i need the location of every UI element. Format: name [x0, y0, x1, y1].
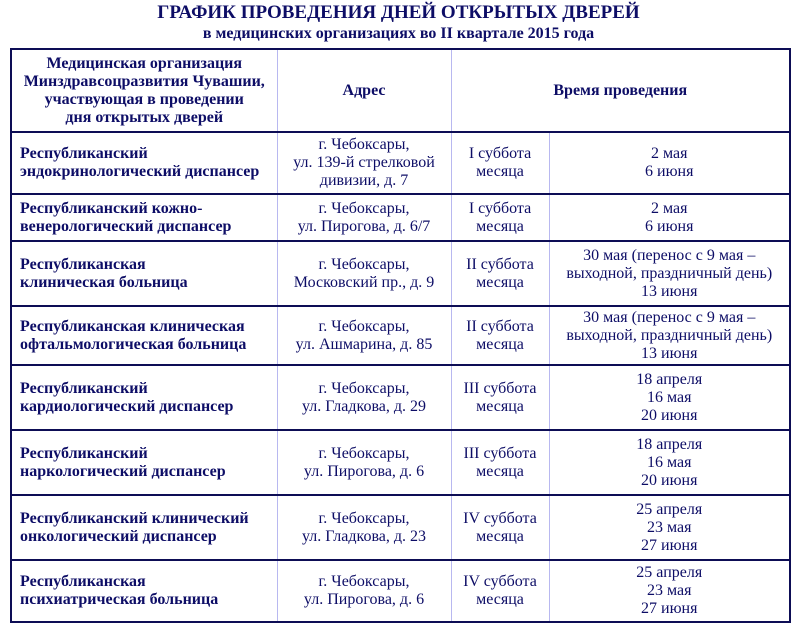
- address-line: г. Чебоксары,: [318, 136, 410, 153]
- dates-line: выходной, праздничный день): [566, 264, 773, 282]
- saturday-line: месяца: [476, 273, 524, 291]
- header-address: Адрес: [277, 49, 451, 132]
- dates-cell: [549, 194, 790, 241]
- saturday-line: месяца: [476, 335, 524, 353]
- organization-line: офтальмологическая больница: [20, 335, 247, 353]
- address-cell: [277, 365, 451, 430]
- organization-line: Республиканская клиническая: [20, 317, 245, 335]
- document-subtitle: в медицинских организациях во II квартале 2015 года: [202, 25, 595, 42]
- saturday-line: I суббота: [468, 145, 532, 162]
- saturday-line: месяца: [476, 163, 524, 180]
- address-line: Московский пр., д. 9: [293, 273, 435, 291]
- saturday-line: месяца: [476, 591, 524, 608]
- organization-line: Республиканский: [20, 379, 148, 397]
- saturday-line: IV суббота: [463, 573, 537, 590]
- header-organization: [11, 49, 277, 132]
- dates-cell: [549, 132, 790, 194]
- dates-cell: [549, 365, 790, 430]
- header-organization-line: Минздравсоцразвития Чувашии,: [23, 72, 265, 90]
- address-line: г. Чебоксары,: [318, 509, 410, 527]
- saturday-line: месяца: [476, 397, 524, 415]
- organization-line: Республиканский клинический: [20, 509, 249, 527]
- dates-line: 20 июня: [641, 471, 698, 489]
- address-line: ул. Ашмарина, д. 85: [295, 335, 433, 353]
- dates-line: 16 мая: [647, 388, 692, 406]
- saturday-line: месяца: [476, 462, 524, 480]
- organization-cell: [11, 306, 277, 365]
- saturday-line: II суббота: [466, 255, 534, 273]
- address-line: ул. Пирогова, д. 6/7: [297, 217, 431, 235]
- dates-line: 6 июня: [645, 163, 694, 180]
- dates-cell: [549, 495, 790, 560]
- address-cell: [277, 241, 451, 306]
- dates-line: 6 июня: [645, 217, 694, 235]
- address-line: ул. Пирогова, д. 6: [303, 462, 425, 480]
- organization-line: кардиологический диспансер: [20, 397, 234, 415]
- dates-line: 13 июня: [641, 282, 698, 300]
- dates-line: 27 июня: [641, 600, 698, 617]
- table-row: [11, 430, 790, 495]
- saturday-cell: [451, 306, 549, 365]
- dates-line: выходной, праздничный день): [566, 326, 773, 344]
- organization-line: клиническая больница: [20, 273, 188, 291]
- dates-cell: [549, 430, 790, 495]
- address-line: г. Чебоксары,: [318, 317, 410, 335]
- saturday-cell: [451, 241, 549, 306]
- organization-cell: [11, 241, 277, 306]
- address-line: г. Чебоксары,: [318, 199, 410, 217]
- dates-line: 23 мая: [647, 582, 692, 599]
- address-cell: [277, 132, 451, 194]
- organization-cell: [11, 365, 277, 430]
- organization-line: Республиканская: [20, 573, 146, 590]
- dates-line: 27 июня: [641, 536, 698, 554]
- dates-line: 18 апреля: [636, 370, 703, 388]
- dates-line: 25 апреля: [636, 564, 703, 581]
- organization-line: Республиканский: [20, 145, 148, 162]
- dates-line: 25 апреля: [636, 500, 703, 518]
- table-header-row: [11, 49, 790, 132]
- address-line: г. Чебоксары,: [318, 573, 410, 590]
- organization-cell: [11, 194, 277, 241]
- organization-line: венерологический диспансер: [20, 217, 232, 235]
- dates-line: 30 мая (перенос с 9 мая –: [583, 308, 756, 326]
- saturday-line: месяца: [476, 217, 524, 235]
- table-row: [11, 495, 790, 560]
- header-organization-line: Медицинская организация: [46, 54, 243, 72]
- dates-line: 18 апреля: [636, 435, 703, 453]
- organization-line: Республиканская: [20, 255, 146, 273]
- header-organization-line: участвующая в проведении: [44, 90, 244, 108]
- dates-line: 13 июня: [641, 344, 698, 362]
- address-line: ул. Пирогова, д. 6: [303, 591, 425, 608]
- organization-line: эндокринологический диспансер: [20, 163, 260, 180]
- organization-cell: [11, 560, 277, 622]
- dates-line: 20 июня: [641, 406, 698, 424]
- organization-cell: [11, 495, 277, 560]
- dates-line: 30 мая (перенос с 9 мая –: [583, 246, 756, 264]
- address-cell: [277, 430, 451, 495]
- table-row: [11, 306, 790, 365]
- address-line: ул. Гладкова, д. 29: [301, 397, 427, 415]
- open-days-schedule-table: [10, 48, 791, 623]
- dates-line: 2 мая: [651, 199, 688, 217]
- dates-line: 2 мая: [651, 145, 688, 162]
- table-row: [11, 194, 790, 241]
- document-title: ГРАФИК ПРОВЕДЕНИЯ ДНЕЙ ОТКРЫТЫХ ДВЕРЕЙ: [157, 2, 640, 23]
- address-cell: [277, 495, 451, 560]
- address-line: г. Чебоксары,: [318, 255, 410, 273]
- address-cell: [277, 560, 451, 622]
- organization-cell: [11, 430, 277, 495]
- dates-cell: [549, 241, 790, 306]
- dates-cell: [549, 306, 790, 365]
- table-row: [11, 241, 790, 306]
- table-row: [11, 365, 790, 430]
- saturday-line: II суббота: [466, 317, 534, 335]
- saturday-line: IV суббота: [463, 509, 537, 527]
- saturday-line: III суббота: [463, 379, 537, 397]
- address-line: г. Чебоксары,: [318, 444, 410, 462]
- organization-line: Республиканский: [20, 444, 148, 462]
- dates-line: 16 мая: [647, 453, 692, 471]
- address-cell: [277, 194, 451, 241]
- address-line: ул. Гладкова, д. 23: [301, 527, 427, 545]
- saturday-cell: [451, 430, 549, 495]
- address-line: г. Чебоксары,: [318, 379, 410, 397]
- saturday-cell: [451, 132, 549, 194]
- table-row: [11, 132, 790, 194]
- saturday-cell: [451, 194, 549, 241]
- dates-cell: [549, 560, 790, 622]
- table-body: [11, 132, 790, 622]
- organization-cell: [11, 132, 277, 194]
- organization-line: Республиканский кожно-: [20, 199, 203, 217]
- address-cell: [277, 306, 451, 365]
- saturday-line: III суббота: [463, 444, 537, 462]
- saturday-line: I суббота: [468, 199, 532, 217]
- address-line: ул. 139-й стрелковой: [293, 154, 435, 171]
- saturday-cell: [451, 365, 549, 430]
- table-row: [11, 560, 790, 622]
- organization-line: психиатрическая больница: [20, 591, 219, 608]
- saturday-cell: [451, 495, 549, 560]
- header-time: Время проведения: [451, 49, 790, 132]
- saturday-cell: [451, 560, 549, 622]
- address-line: дивизии, д. 7: [319, 172, 409, 189]
- dates-line: 23 мая: [647, 518, 692, 536]
- saturday-line: месяца: [476, 527, 524, 545]
- header-organization-line: дня открытых дверей: [65, 108, 224, 126]
- organization-line: онкологический диспансер: [20, 527, 217, 545]
- organization-line: наркологический диспансер: [20, 462, 226, 480]
